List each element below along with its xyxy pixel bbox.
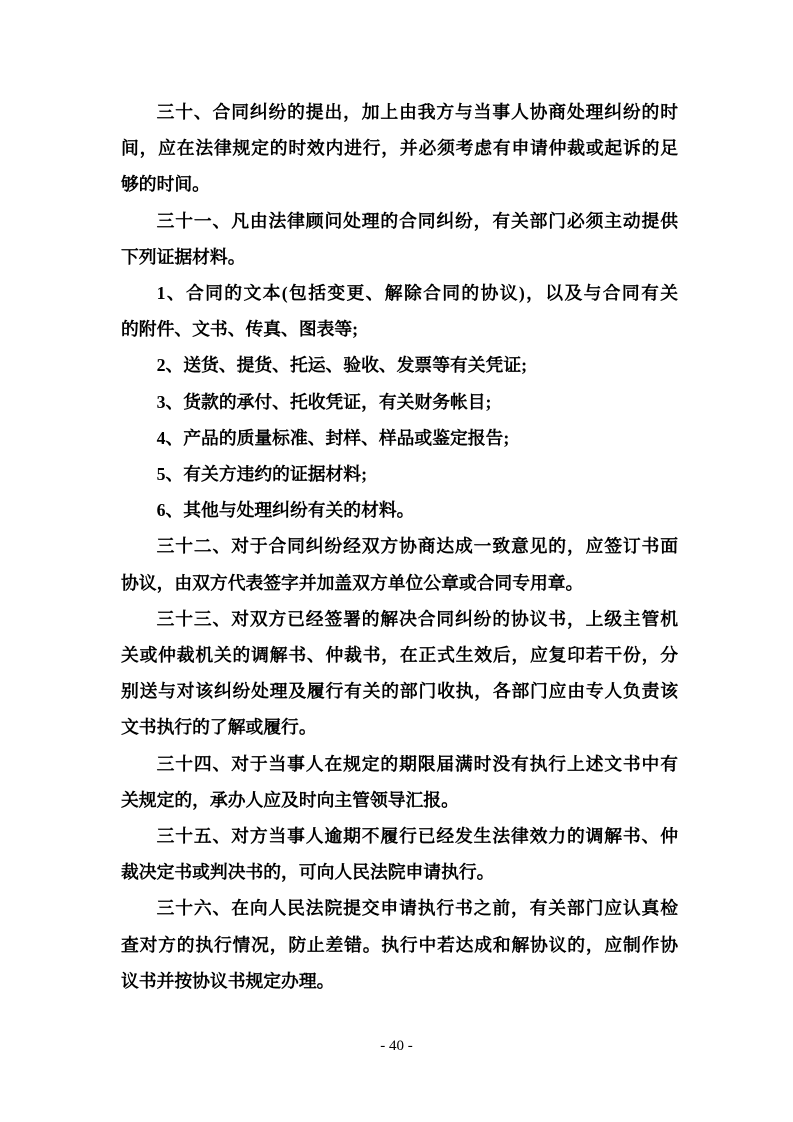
text-line: 别送与对该纠纷处理及履行有关的部门收执，各部门应由专人负责该 (121, 681, 678, 702)
text-line: 裁决定书或判决书的，可向人民法院申请执行。 (121, 862, 495, 883)
document-body (121, 94, 678, 999)
text-line: 5、有关方违约的证据材料; (156, 464, 367, 485)
text-line: 三十六、在向人民法院提交申请执行书之前，有关部门应认真检 (156, 898, 678, 919)
paragraph-list-item-5 (121, 456, 678, 492)
paragraph-list-item-4 (121, 420, 678, 456)
text-line: 文书执行的了解或履行。 (121, 717, 317, 738)
text-line: 2、送货、提货、托运、验收、发票等有关凭证; (156, 355, 528, 376)
paragraph-article-35 (121, 818, 678, 890)
text-line: 三十二、对于合同纠纷经双方协商达成一致意见的，应签订书面 (156, 536, 678, 557)
paragraph-article-34 (121, 746, 678, 818)
text-line: 查对方的执行情况，防止差错。执行中若达成和解协议的，应制作协 (121, 934, 678, 955)
text-line: 关规定的，承办人应及时向主管领导汇报。 (121, 789, 459, 810)
text-line: 三十三、对双方已经签署的解决合同纠纷的协议书，上级主管机 (156, 608, 678, 629)
text-line: 够的时间。 (121, 174, 210, 195)
paragraph-article-33 (121, 601, 678, 746)
text-line: 6、其他与处理纠纷有关的材料。 (156, 500, 415, 521)
paragraph-article-30 (121, 94, 678, 203)
text-line: 4、产品的质量标准、封样、样品或鉴定报告; (156, 427, 510, 448)
text-line: 1、合同的文本(包括变更、解除合同的协议)，以及与合同有关 (156, 283, 678, 304)
text-line: 的附件、文书、传真、图表等; (121, 319, 359, 340)
paragraph-list-item-3 (121, 384, 678, 420)
paragraph-article-36 (121, 890, 678, 999)
text-line: 3、货款的承付、托收凭证，有关财务帐目; (156, 391, 492, 412)
paragraph-list-item-2 (121, 347, 678, 383)
paragraph-list-item-6 (121, 492, 678, 528)
page-number: - 40 - (380, 1038, 413, 1054)
paragraph-article-31 (121, 203, 678, 275)
text-line: 三十一、凡由法律顾问处理的合同纠纷，有关部门必须主动提供 (156, 210, 678, 231)
text-line: 三十、合同纠纷的提出，加上由我方与当事人协商处理纠纷的时 (156, 102, 678, 122)
text-line: 三十五、对方当事人逾期不履行已经发生法律效力的调解书、仲 (156, 826, 678, 847)
paragraph-list-item-1 (121, 275, 678, 347)
text-line: 下列证据材料。 (121, 246, 246, 267)
text-line: 议书并按协议书规定办理。 (121, 970, 335, 991)
text-line: 关或仲裁机关的调解书、仲裁书，在正式生效后，应复印若干份，分 (121, 645, 678, 666)
text-line: 间，应在法律规定的时效内进行，并必须考虑有申请仲裁或起诉的足 (121, 138, 678, 159)
text-line: 三十四、对于当事人在规定的期限届满时没有执行上述文书中有 (156, 753, 678, 774)
text-line: 协议，由双方代表签字并加盖双方单位公章或合同专用章。 (121, 572, 584, 593)
paragraph-article-32 (121, 528, 678, 600)
